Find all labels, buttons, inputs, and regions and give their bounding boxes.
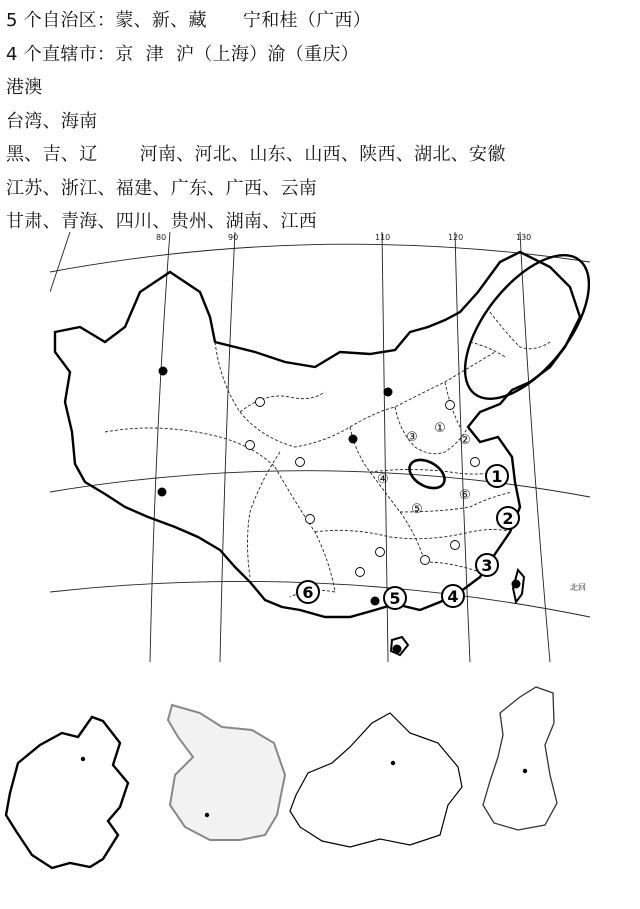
capital-dot bbox=[349, 435, 358, 444]
text-line-autonomous-regions: 5 个自治区：蒙、新、藏 宁和桂（广西） bbox=[6, 10, 372, 31]
lon-label-90: 90 bbox=[228, 233, 239, 242]
capital-dot bbox=[512, 580, 521, 589]
text-line-southeast: 江苏、浙江、福建、广东、广西、云南 bbox=[6, 177, 318, 199]
svg-text:5: 5 bbox=[389, 589, 401, 608]
svg-text:6: 6 bbox=[302, 583, 314, 602]
province-shape-xinjiang bbox=[290, 713, 462, 847]
big-marker-2 bbox=[497, 507, 519, 529]
small-marker-4: ④ bbox=[377, 472, 389, 487]
lon-label-80: 80 bbox=[156, 233, 167, 242]
latitude-label: 北回 bbox=[570, 583, 586, 592]
svg-text:4: 4 bbox=[447, 587, 459, 606]
small-marker-1: ① bbox=[434, 421, 446, 436]
province-shape-hebei bbox=[6, 717, 128, 868]
china-map-svg bbox=[50, 232, 590, 662]
capital-dot bbox=[393, 645, 402, 654]
big-marker-3 bbox=[476, 554, 498, 576]
province-shapes-row bbox=[0, 675, 640, 905]
province-shapes-svg bbox=[0, 675, 640, 905]
capital-dot bbox=[158, 488, 167, 497]
big-marker-5 bbox=[384, 587, 406, 609]
lon-label-120: 120 bbox=[448, 233, 464, 242]
small-marker-2: ② bbox=[459, 433, 471, 448]
graticule bbox=[50, 232, 590, 662]
province-shape-shaanxi bbox=[483, 687, 557, 830]
lon-label-110: 110 bbox=[375, 233, 391, 242]
big-markers bbox=[297, 465, 519, 609]
text-line-west: 甘肃、青海、四川、贵州、湖南、江西 bbox=[6, 211, 318, 232]
legend-text-block bbox=[6, 4, 626, 239]
text-line-hk-macau: 港澳 bbox=[6, 77, 43, 98]
text-line-taiwan-hainan: 台湾、海南 bbox=[6, 110, 98, 132]
china-map bbox=[50, 232, 590, 662]
small-marker-5: ⑤ bbox=[411, 502, 423, 517]
capital-dot bbox=[159, 367, 168, 376]
province-shape-heilongjiang bbox=[168, 705, 285, 840]
text-line-municipalities: 4 个直辖市：京 津 沪（上海）渝（重庆） bbox=[6, 43, 359, 65]
svg-text:3: 3 bbox=[481, 556, 493, 575]
small-marker-3: ③ bbox=[406, 430, 418, 445]
text-line-northeast-central: 黑、吉、辽 河南、河北、山东、山西、陕西、湖北、安徽 bbox=[6, 144, 506, 165]
longitude-labels bbox=[156, 233, 586, 592]
china-border bbox=[55, 252, 580, 617]
lon-label-130: 130 bbox=[516, 233, 532, 242]
svg-text:1: 1 bbox=[491, 467, 503, 486]
svg-text:2: 2 bbox=[502, 509, 514, 528]
northeast-ellipse bbox=[442, 234, 590, 420]
central-ellipse bbox=[405, 454, 450, 494]
small-markers bbox=[377, 421, 471, 517]
capital-dot bbox=[371, 597, 380, 606]
capital-dots bbox=[158, 367, 521, 654]
capital-dot bbox=[384, 388, 393, 397]
small-marker-6: ⑥ bbox=[459, 488, 471, 503]
big-marker-4 bbox=[442, 585, 464, 607]
big-marker-6 bbox=[297, 581, 319, 603]
big-marker-1 bbox=[486, 465, 508, 487]
